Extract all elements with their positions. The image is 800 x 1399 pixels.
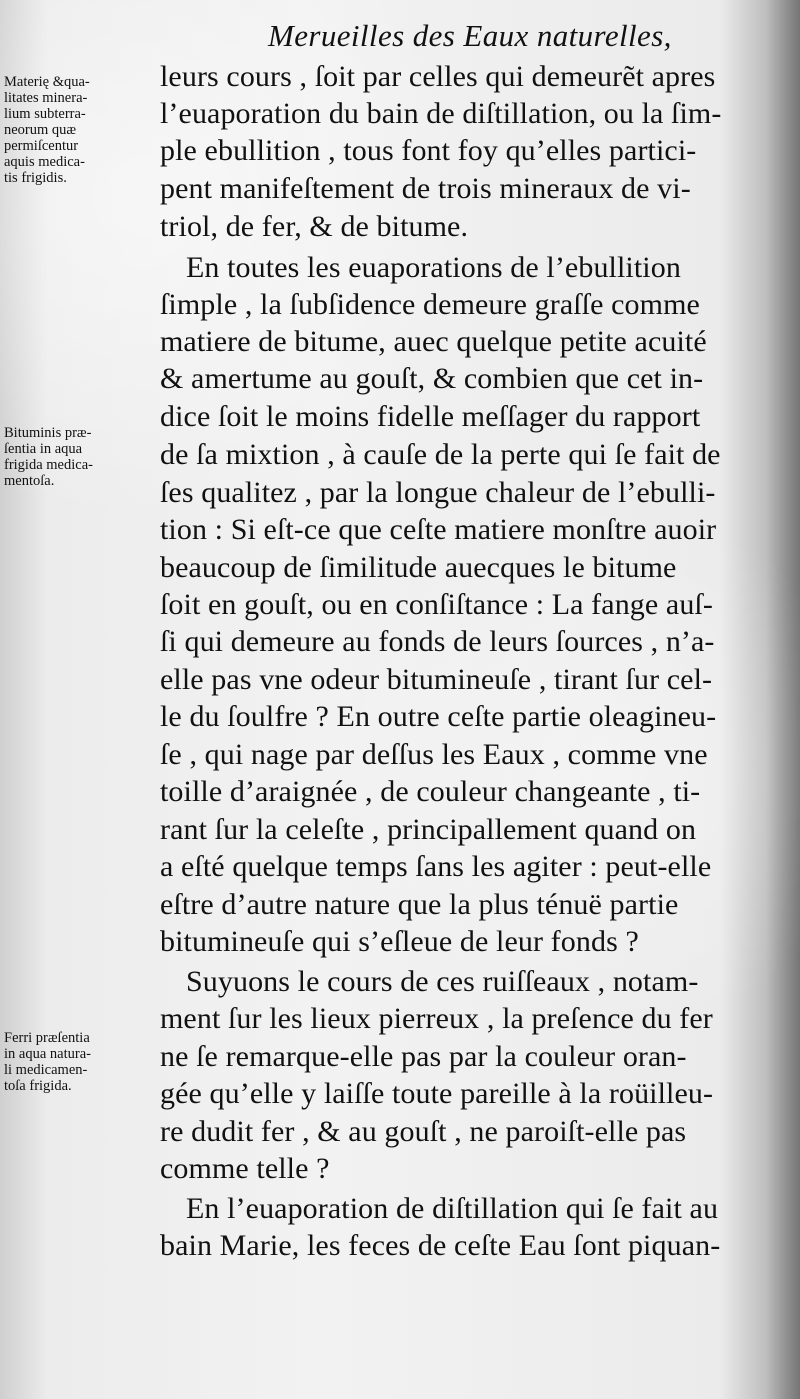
body-text-line: Suyuons le cours de ces ruiſſeaux , notam- (186, 965, 699, 998)
body-text-line: l’euaporation du bain de diſtillation, ou la ſim- (160, 97, 722, 130)
running-header: Merueilles des Eaux naturelles, (268, 18, 672, 53)
margin-note-line: toſa frigida. (4, 1078, 72, 1094)
body-text-line: comme telle ? (160, 1152, 330, 1185)
body-text-line: dice ſoit le moins fidelle meſſager du rapport (160, 400, 701, 433)
margin-note-line: li medicamen- (4, 1062, 88, 1078)
margin-note-line: mentoſa. (4, 473, 55, 489)
body-text-line: le du ſoulfre ? En outre ceſte partie oleagineu- (160, 700, 717, 733)
body-text-line: bain Marie, les feces de ceſte Eau ſont piquan- (160, 1229, 721, 1262)
margin-note-line: aquis medica- (4, 154, 85, 170)
body-text-line: ple ebullition , tous font foy qu’elles partici- (160, 134, 697, 167)
body-text-line: gée qu’elle y laiſſe toute pareille à la roüilleu- (160, 1077, 714, 1110)
body-text-line: ſes qualitez , par la longue chaleur de l’ebulli- (160, 476, 716, 509)
margin-note-iron (4, 1030, 158, 1094)
body-text-line: ſimple , la ſubſidence demeure graſſe comme (160, 288, 700, 321)
body-text-line: toille d’araignée , de couleur changeante , ti- (160, 775, 701, 808)
margin-note-minerals (4, 74, 158, 186)
margin-note-line: permiſcentur (4, 138, 79, 154)
body-text-line: ſe , qui nage par deſſus les Eaux , comme vne (160, 738, 708, 771)
body-text-line: & amertume au gouſt, & combien que cet in- (160, 362, 704, 395)
body-text-line: ſoit en gouſt, ou en conſiſtance : La fange auſ- (160, 588, 713, 621)
body-text-line: pent manifeſtement de trois mineraux de vi- (160, 172, 691, 205)
body-text-line: a eſté quelque temps ſans les agiter : peut-elle (160, 850, 712, 883)
body-text-line: triol, de fer, & de bitume. (160, 210, 469, 243)
body-text-line: eſtre d’autre nature que la plus ténuë partie (160, 888, 679, 921)
page-edge-shadow (766, 0, 800, 1399)
body-text-line: bitumineuſe qui s’eſleue de leur fonds ? (160, 925, 639, 958)
margin-note-line: Materię &qua- (4, 74, 90, 90)
margin-note-line: Bituminis præ- (4, 425, 92, 441)
body-text-line: ne ſe remarque-elle pas par la couleur oran- (160, 1040, 687, 1073)
margin-note-line: ſentia in aqua (4, 441, 83, 457)
margin-note-line: lium subterra- (4, 106, 86, 122)
margin-note-line: neorum quæ (4, 122, 77, 138)
body-text-line: ment ſur les lieux pierreux , la preſence du fer (160, 1002, 713, 1035)
body-text-line: re dudit fer , & au gouſt , ne paroiſt-elle pas (160, 1115, 687, 1148)
body-text-line: En toutes les euaporations de l’ebullition (186, 251, 681, 284)
body-text-line: En l’euaporation de diſtillation qui ſe fait au (186, 1192, 719, 1225)
body-text-line: matiere de bitume, auec quelque petite acuité (160, 325, 707, 358)
body-text-line: elle pas vne odeur bitumineuſe , tirant ſur cel- (160, 663, 713, 696)
body-text-line: beaucoup de ſimilitude auecques le bitume (160, 551, 677, 584)
body-text-line: de ſa mixtion , à cauſe de la perte qui ſe fait de (160, 438, 721, 471)
margin-note-bitumen (4, 425, 158, 489)
margin-note-line: frigida medica- (4, 457, 93, 473)
body-text-line: leurs cours , ſoit par celles qui demeurẽt apres (160, 60, 716, 93)
body-text-line: ſi qui demeure au fonds de leurs ſources , n’a- (160, 625, 715, 658)
body-text-line: tion : Si eſt-ce que ceſte matiere monſtre auoir (160, 513, 717, 546)
margin-note-line: in aqua natura- (4, 1046, 91, 1062)
margin-note-line: Ferri præſentia (4, 1030, 90, 1046)
margin-note-line: litates minera- (4, 90, 88, 106)
margin-note-line: tis frigidis. (4, 170, 67, 186)
body-text-line: rant ſur la celeſte , principallement quand on (160, 813, 697, 846)
